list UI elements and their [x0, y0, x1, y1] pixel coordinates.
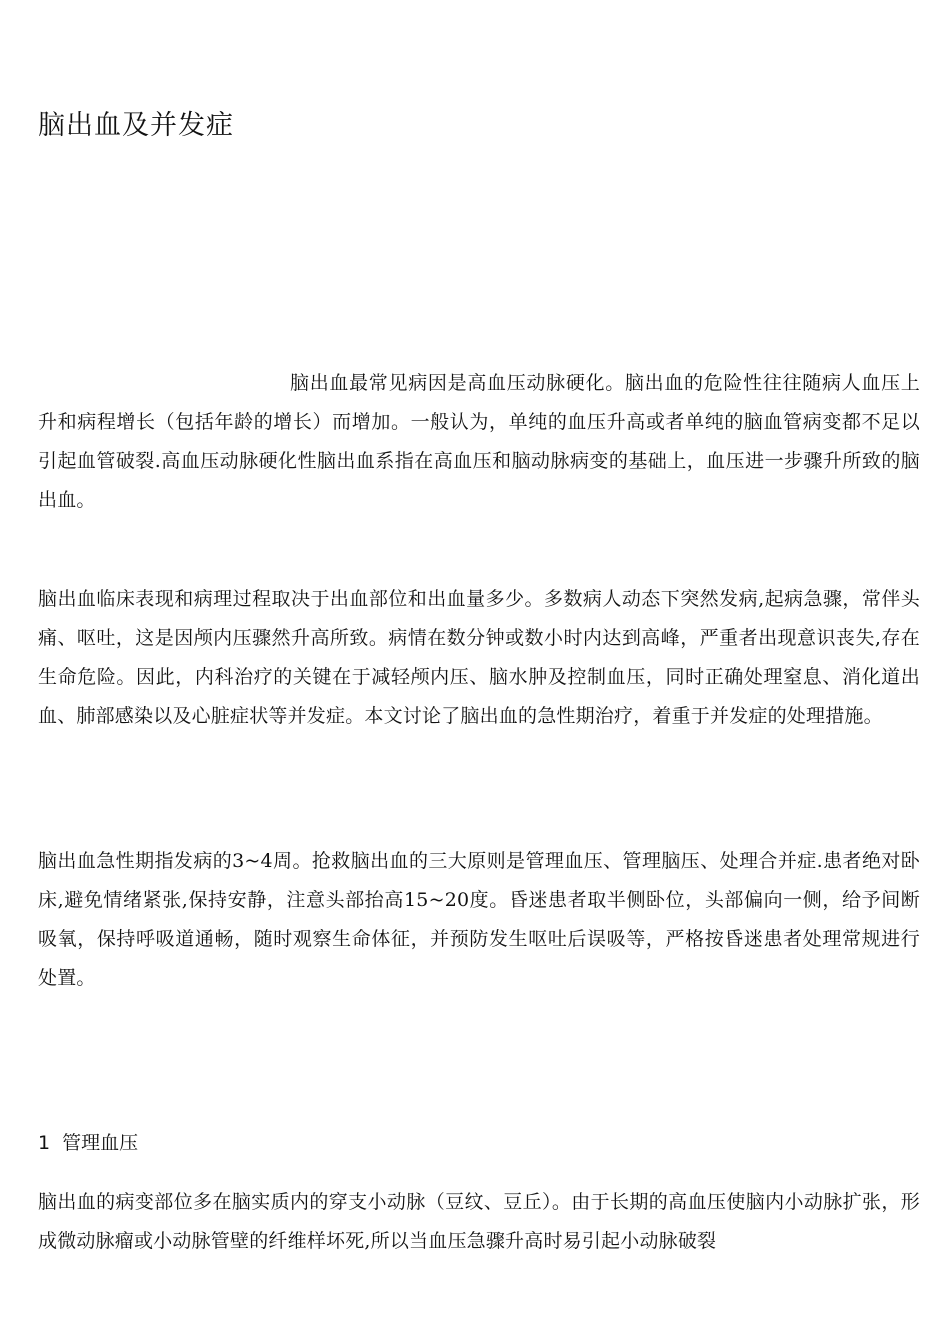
paragraph-3-block — [38, 842, 920, 998]
paragraph-1-block — [38, 364, 920, 520]
section-number: 1 — [38, 1132, 51, 1154]
section-heading — [38, 1126, 138, 1160]
paragraph-2: 脑出血临床表现和病理过程取决于出血部位和出血量多少。多数病人动态下突然发病,起病急骤，常伴头痛、呕吐，这是因颅内压骤然升高所致。病情在数分钟或数小时内达到高峰，严重者出现意识丧失,存在生命危险。因此，内科治疗的关键在于减轻颅内压、脑水肿及控制血压，同时正确处理窒息、消化道出血、肺部感染以及心脏症状等并发症。本文讨论了脑出血的急性期治疗，着重于并发症的处理措施。 — [38, 588, 920, 727]
section-paragraph-block — [38, 1183, 920, 1261]
paragraph-3: 脑出血急性期指发病的3~4周。抢救脑出血的三大原则是管理血压、管理脑压、处理合并症.患者绝对卧床,避免情绪紧张,保持安静，注意头部抬高15~20度。昏迷患者取半侧卧位，头部偏向一侧，给予间断吸氧，保持呼吸道通畅，随时观察生命体征，并预防发生呕吐后误吸等，严格按昏迷患者处理常规进行处置。 — [38, 850, 920, 989]
paragraph-1: 脑出血最常见病因是高血压动脉硬化。脑出血的危险性往往随病人血压上升和病程增长（包括年龄的增长）而增加。一般认为，单纯的血压升高或者单纯的脑血管病变都不足以引起血管破裂.高血压动脉硬化性脑出血系指在高血压和脑动脉病变的基础上，血压进一步骤升所致的脑出血。 — [38, 372, 920, 511]
paragraph-2-block — [38, 580, 920, 736]
document-title: 脑出血及并发症 — [38, 110, 234, 141]
section-title: 管理血压 — [62, 1132, 139, 1154]
section-paragraph: 脑出血的病变部位多在脑实质内的穿支小动脉（豆纹、豆丘）。由于长期的高血压使脑内小动脉扩张，形成微动脉瘤或小动脉管壁的纤维样坏死,所以当血压急骤升高时易引起小动脉破裂 — [38, 1191, 920, 1252]
